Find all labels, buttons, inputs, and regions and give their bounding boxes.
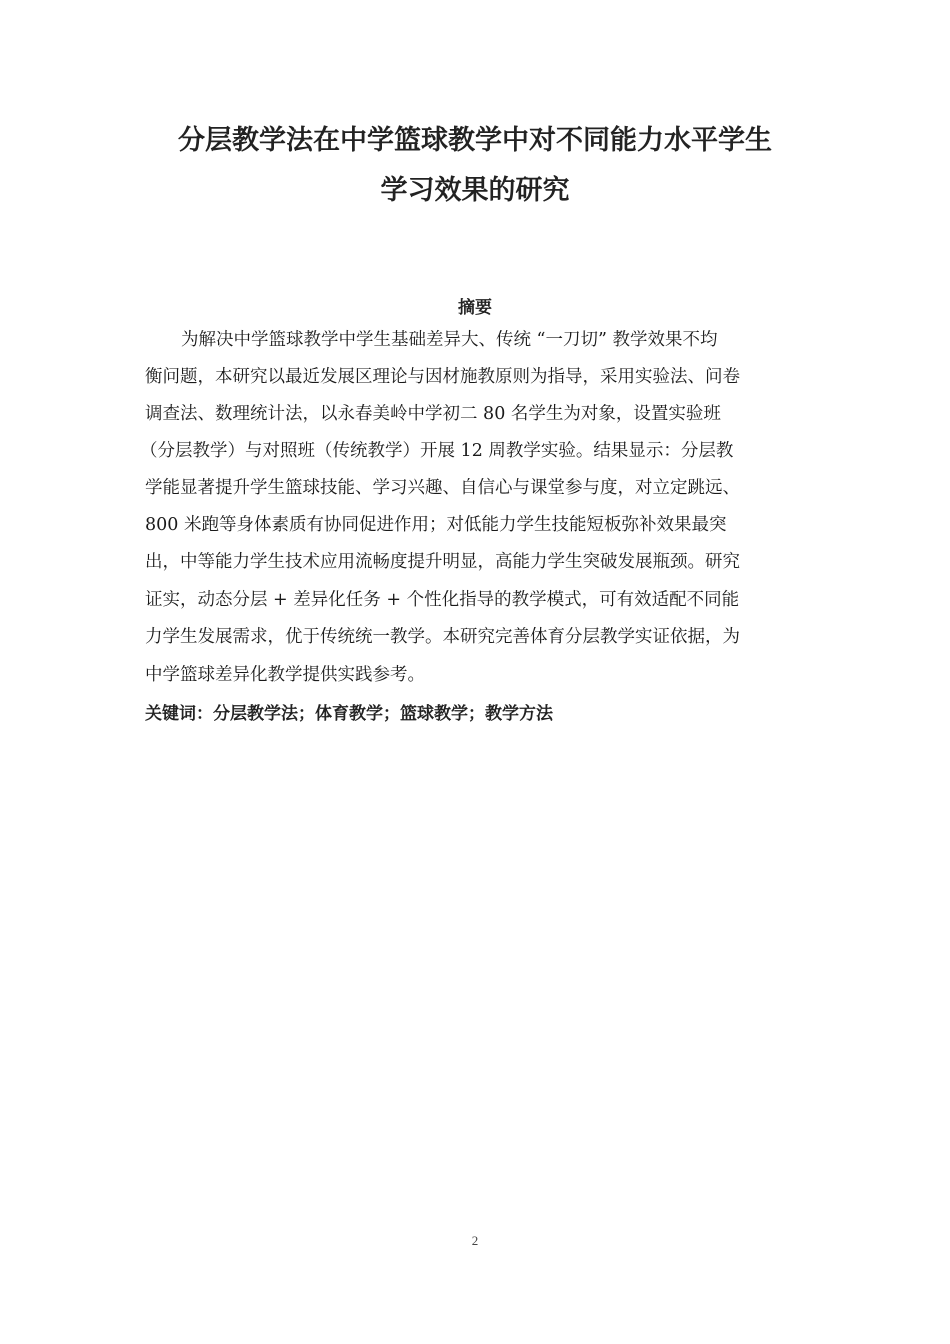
- abstract-line: 衡问题，本研究以最近发展区理论与因材施教原则为指导，采用实验法、问卷: [145, 367, 740, 387]
- paper-title-line-1: 分层教学法在中学篮球教学中对不同能力水平学生: [178, 125, 772, 156]
- abstract-line: 为解决中学篮球教学中学生基础差异大、传统 “一刀切” 教学效果不均: [181, 330, 718, 350]
- paper-title-line-2: 学习效果的研究: [380, 175, 570, 206]
- abstract-line: （分层教学）与对照班（传统教学）开展 12 周教学实验。结果显示：分层教: [140, 441, 734, 461]
- abstract-line: 学能显著提升学生篮球技能、学习兴趣、自信心与课堂参与度，对立定跳远、: [145, 478, 740, 498]
- keywords-line: 关键词：分层教学法；体育教学；篮球教学；教学方法: [145, 704, 553, 724]
- page-number: 2: [471, 1233, 479, 1248]
- abstract-line: 中学篮球差异化教学提供实践参考。: [145, 665, 425, 685]
- abstract-line: 800 米跑等身体素质有协同促进作用；对低能力学生技能短板弥补效果最突: [145, 515, 727, 535]
- abstract-line: 出，中等能力学生技术应用流畅度提升明显，高能力学生突破发展瓶颈。研究: [145, 552, 740, 572]
- abstract-line: 调查法、数理统计法，以永春美岭中学初二 80 名学生为对象，设置实验班: [145, 404, 721, 424]
- abstract-line: 力学生发展需求，优于传统统一教学。本研究完善体育分层教学实证依据，为: [145, 627, 740, 647]
- abstract-heading: 摘要: [458, 298, 492, 318]
- abstract-line: 证实，动态分层 + 差异化任务 + 个性化指导的教学模式，可有效适配不同能: [145, 590, 740, 610]
